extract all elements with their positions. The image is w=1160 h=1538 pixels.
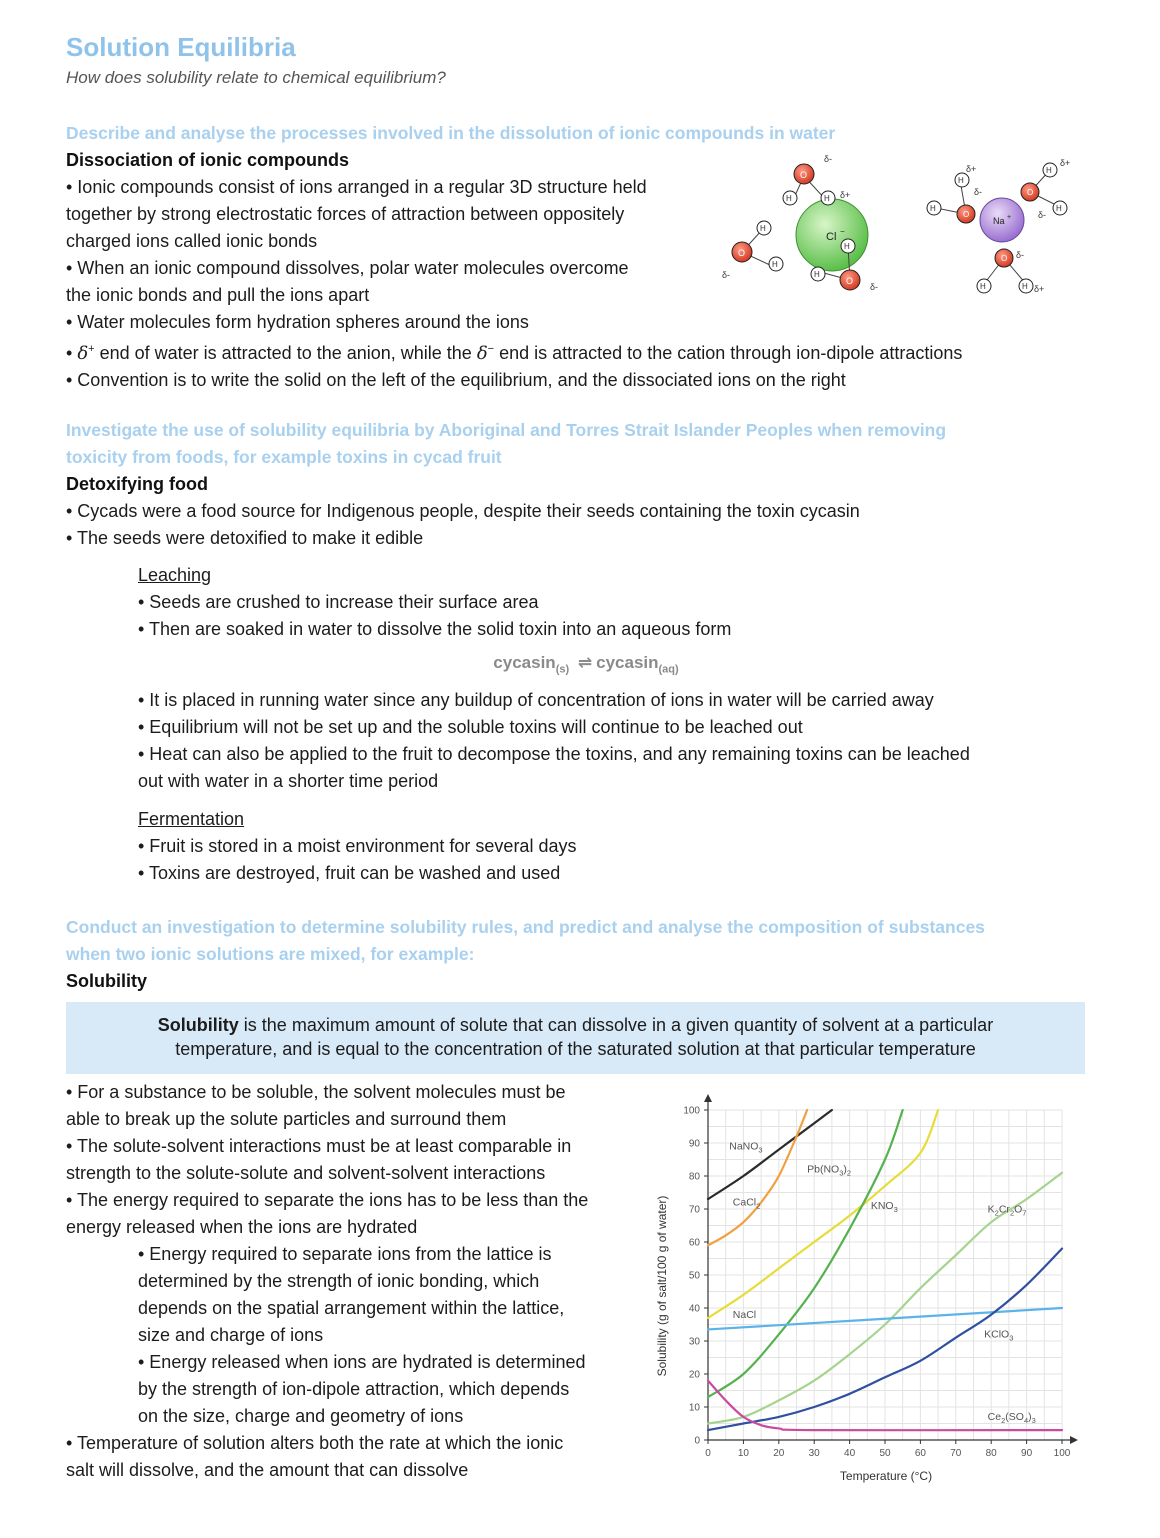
- chloride-label: Cl: [826, 231, 837, 243]
- cycasin-equation: [66, 651, 1106, 681]
- definition-text: temperature, and is equal to the concentration of the saturated solution at that particular temperature: [175, 1039, 976, 1059]
- section-detoxifying: [66, 417, 1106, 887]
- syllabus-outcome: when two ionic solutions are mixed, for example:: [66, 944, 475, 964]
- label-text: NaNO: [729, 1140, 759, 1153]
- label-subscript: 3: [893, 1205, 898, 1214]
- text-line: • Energy required to separate ions from the lattice is: [138, 1244, 552, 1264]
- x-tick-label: 0: [705, 1448, 711, 1459]
- text-line: • Energy released when ions are hydrated is determined: [138, 1352, 586, 1372]
- x-tick-label: 30: [808, 1448, 820, 1459]
- sodium-ion: [980, 198, 1024, 242]
- delta-plus: +: [88, 343, 95, 355]
- hydrogen-label: H: [930, 204, 936, 213]
- delta-plus-label: δ+: [1060, 158, 1071, 168]
- delta-minus-label: δ-: [1016, 250, 1025, 260]
- hydrogen-label: H: [1022, 282, 1028, 291]
- definition-text: is the maximum amount of solute that can dissolve in a given quantity of solvent at a particular: [238, 1015, 994, 1035]
- delta-minus: −: [487, 343, 495, 355]
- label-subscript: 3: [758, 1145, 763, 1155]
- label-subscript: 3: [1031, 1416, 1036, 1426]
- x-axis-label: Temperature (°C): [839, 1469, 933, 1483]
- text-line: on the size, charge and geometry of ions: [138, 1406, 464, 1426]
- text-line: out with water in a shorter time period: [138, 771, 439, 792]
- label-text: ): [843, 1163, 847, 1176]
- y-tick-label: 10: [688, 1402, 700, 1414]
- syllabus-outcome: Investigate the use of solubility equilibria by Aboriginal and Torres Strait Islander Peoples when removing: [66, 420, 947, 440]
- x-tick-label: 50: [879, 1448, 891, 1459]
- hydrogen-label: H: [814, 270, 820, 279]
- delta-line: [66, 336, 1106, 367]
- series-line-kno3: [708, 1110, 903, 1397]
- delta-minus-label: δ-: [722, 270, 731, 280]
- series-line-nano3: [708, 1110, 832, 1199]
- oxygen-label: O: [846, 276, 854, 286]
- y-tick-label: 0: [694, 1435, 700, 1447]
- text-line: • It is placed in running water since any buildup of concentration of ions in water will be carried away: [138, 690, 934, 711]
- label-subscript: 4: [1023, 1416, 1029, 1426]
- section-heading: Detoxifying food: [66, 474, 208, 494]
- label-subscript: 2: [1009, 1208, 1015, 1218]
- y-tick-label: 100: [683, 1105, 700, 1117]
- equilibrium-arrow: ⇌: [577, 653, 593, 672]
- series-label: [733, 1197, 761, 1211]
- page-subtitle: How does solubility relate to chemical equilibrium?: [66, 68, 446, 87]
- text-line: charged ions called ionic bonds: [66, 231, 318, 251]
- delta-minus-label: δ-: [870, 282, 879, 292]
- text-line: • Ionic compounds consist of ions arranged in a regular 3D structure held: [66, 177, 647, 197]
- label-text: ): [1028, 1411, 1032, 1424]
- text-line: • Seeds are crushed to increase their surface area: [138, 592, 539, 612]
- definition-box: [66, 1002, 1085, 1074]
- series-label: [807, 1164, 851, 1178]
- label-subscript: 2: [846, 1168, 852, 1178]
- leaching-heading: Leaching: [138, 565, 212, 585]
- text-line: • Fruit is stored in a moist environment for several days: [138, 836, 577, 857]
- text-line: • Heat can also be applied to the fruit to decompose the toxins, and any remaining toxins can be leached: [138, 744, 970, 765]
- label-subscript: 3: [1009, 1333, 1014, 1343]
- text-line: salt will dissolve, and the amount that can dissolve: [66, 1460, 469, 1480]
- text-line: • For a substance to be soluble, the solvent molecules must be: [66, 1082, 566, 1102]
- label-text: (SO: [1005, 1411, 1024, 1424]
- equation-left-state: (s): [555, 663, 570, 676]
- page-title: Solution Equilibria: [66, 32, 296, 62]
- y-tick-label: 90: [688, 1138, 700, 1150]
- oxygen-label: O: [800, 170, 808, 180]
- hydrogen-label: H: [772, 260, 778, 269]
- energy-details: [66, 1241, 656, 1430]
- page-header: [66, 30, 1096, 90]
- delta-minus-label: δ-: [824, 154, 833, 164]
- text-line: • Cycads were a food source for Indigenous people, despite their seeds containing the toxin cycasin: [66, 501, 860, 521]
- text-line: energy released when the ions are hydrated: [66, 1217, 418, 1237]
- hydrogen-label: H: [760, 224, 766, 233]
- series-label: [988, 1203, 1027, 1217]
- x-tick-label: 70: [950, 1448, 962, 1459]
- bullet: •: [66, 343, 78, 363]
- label-text: Cr: [998, 1203, 1010, 1216]
- label-subscript: 3: [839, 1168, 844, 1178]
- equation-right-state: (aq): [658, 663, 679, 676]
- sodium-label: Na: [993, 216, 1005, 226]
- syllabus-outcome: Describe and analyse the processes involved in the dissolution of ionic compounds in water: [66, 123, 836, 143]
- y-tick-label: 30: [688, 1336, 700, 1348]
- x-tick-label: 20: [773, 1448, 785, 1459]
- x-tick-label: 80: [985, 1448, 997, 1459]
- label-subscript: 7: [1022, 1208, 1027, 1218]
- hydrogen-label: H: [844, 242, 850, 251]
- delta-plus-label: δ+: [840, 190, 851, 200]
- delta-minus-label: δ-: [974, 187, 983, 197]
- label-subscript: 2: [756, 1201, 761, 1211]
- label-subscript: 2: [994, 1208, 999, 1218]
- x-axis-arrow: [1070, 1436, 1078, 1444]
- label-text: KNO: [870, 1200, 894, 1212]
- text-line: strength to the solute-solute and solvent-solvent interactions: [66, 1163, 546, 1183]
- syllabus-outcome: Conduct an investigation to determine solubility rules, and predict and analyse the composition of substances: [66, 917, 985, 937]
- label-text: K: [987, 1203, 995, 1216]
- series-label: [871, 1200, 898, 1214]
- label-text: Ce: [987, 1411, 1002, 1424]
- dissociation-text: [66, 174, 726, 336]
- text-line: • Equilibrium will not be set up and the soluble toxins will continue to be leached out: [138, 717, 803, 738]
- text-line: together by strong electrostatic forces of attraction between oppositely: [66, 204, 625, 224]
- hydration-spheres-diagram: [720, 150, 1100, 300]
- text-line: • Toxins are destroyed, fruit can be washed and used: [138, 863, 561, 884]
- y-tick-label: 60: [688, 1237, 700, 1249]
- section-heading: Solubility: [66, 971, 147, 991]
- equation-right: cycasin: [596, 653, 659, 672]
- delta-symbol: δ: [77, 343, 89, 364]
- y-tick-label: 70: [688, 1204, 700, 1216]
- x-tick-label: 60: [914, 1448, 926, 1459]
- text-line: depends on the spatial arrangement within the lattice,: [138, 1298, 565, 1318]
- text-line: • The solute-solvent interactions must be at least comparable in: [66, 1136, 572, 1156]
- label-text: CaCl: [732, 1196, 757, 1209]
- syllabus-outcome: toxicity from foods, for example toxins in cycad fruit: [66, 447, 502, 467]
- solubility-curve-chart: [650, 1086, 1080, 1486]
- delta-plus-label: δ+: [966, 164, 977, 174]
- label-text: NaCl: [732, 1308, 757, 1321]
- solubility-text: [66, 1079, 656, 1484]
- oxygen-label: O: [963, 210, 970, 219]
- text-line: by the strength of ion-dipole attraction, which depends: [138, 1379, 570, 1399]
- text-line: • The seeds were detoxified to make it edible: [66, 528, 424, 548]
- text-line: • Temperature of solution alters both the rate at which the ionic: [66, 1433, 564, 1453]
- label-text: KClO: [984, 1328, 1010, 1341]
- y-tick-label: 40: [688, 1303, 700, 1315]
- fermentation-block: [66, 806, 1106, 887]
- section-heading: Dissociation of ionic compounds: [66, 150, 350, 170]
- oxygen-label: O: [1027, 188, 1034, 197]
- hydrogen-label: H: [1046, 166, 1052, 175]
- solubility-chart-svg: [650, 1086, 1080, 1486]
- chloride-ion: [796, 199, 868, 271]
- series-label: [984, 1329, 1013, 1343]
- leaching-block: [66, 562, 1106, 795]
- x-tick-label: 40: [844, 1448, 856, 1459]
- x-tick-label: 90: [1021, 1448, 1033, 1459]
- x-tick-label: 100: [1053, 1448, 1071, 1459]
- delta-minus-label: δ-: [1038, 210, 1047, 220]
- section-solubility: [66, 914, 1106, 995]
- hydrogen-label: H: [786, 194, 792, 203]
- y-tick-label: 50: [688, 1270, 700, 1282]
- delta-symbol: δ: [476, 343, 488, 364]
- hydrogen-label: H: [980, 282, 986, 291]
- text-line: • The energy required to separate the ions has to be less than the: [66, 1190, 589, 1210]
- series-label: [729, 1141, 762, 1155]
- fermentation-heading: Fermentation: [138, 809, 245, 830]
- y-axis-arrow: [704, 1094, 712, 1102]
- text-line: the ionic bonds and pull the ions apart: [66, 285, 370, 305]
- hydrogen-label: H: [1056, 204, 1062, 213]
- x-tick-label: 10: [737, 1448, 749, 1459]
- chloride-charge: −: [840, 227, 845, 236]
- delta-text-end: end is attracted to the cation through ion-dipole attractions: [494, 343, 963, 363]
- hydrogen-label: H: [958, 176, 964, 185]
- text-line: • Then are soaked in water to dissolve the solid toxin into an aqueous form: [138, 619, 732, 639]
- text-line: • When an ionic compound dissolves, polar water molecules overcome: [66, 258, 629, 278]
- oxygen-label: O: [738, 248, 746, 258]
- oxygen-label: O: [1001, 254, 1008, 263]
- y-tick-label: 80: [688, 1171, 700, 1183]
- label-text: Pb(NO: [807, 1163, 840, 1176]
- label-subscript: 2: [1001, 1416, 1006, 1426]
- hydrogen-label: H: [824, 194, 830, 203]
- equation-left: cycasin: [493, 653, 556, 672]
- label-text: O: [1014, 1203, 1023, 1216]
- sodium-charge: +: [1007, 214, 1012, 221]
- delta-text-mid: end of water is attracted to the anion, while the: [94, 343, 477, 363]
- y-axis-label: Solubility (g of salt/100 g of water): [655, 1195, 669, 1377]
- text-line: determined by the strength of ionic bonding, which: [138, 1271, 540, 1291]
- series-label: [733, 1309, 756, 1321]
- series-label: [988, 1411, 1036, 1425]
- text-line: size and charge of ions: [138, 1325, 324, 1345]
- y-tick-label: 20: [688, 1369, 700, 1381]
- definition-term: Solubility: [157, 1015, 239, 1035]
- text-line: • Convention is to write the solid on the left of the equilibrium, and the dissociated ions on the right: [66, 370, 846, 390]
- text-line: able to break up the solute particles and surround them: [66, 1109, 507, 1129]
- delta-plus-label: δ+: [1034, 284, 1045, 294]
- text-line: • Water molecules form hydration spheres around the ions: [66, 312, 529, 332]
